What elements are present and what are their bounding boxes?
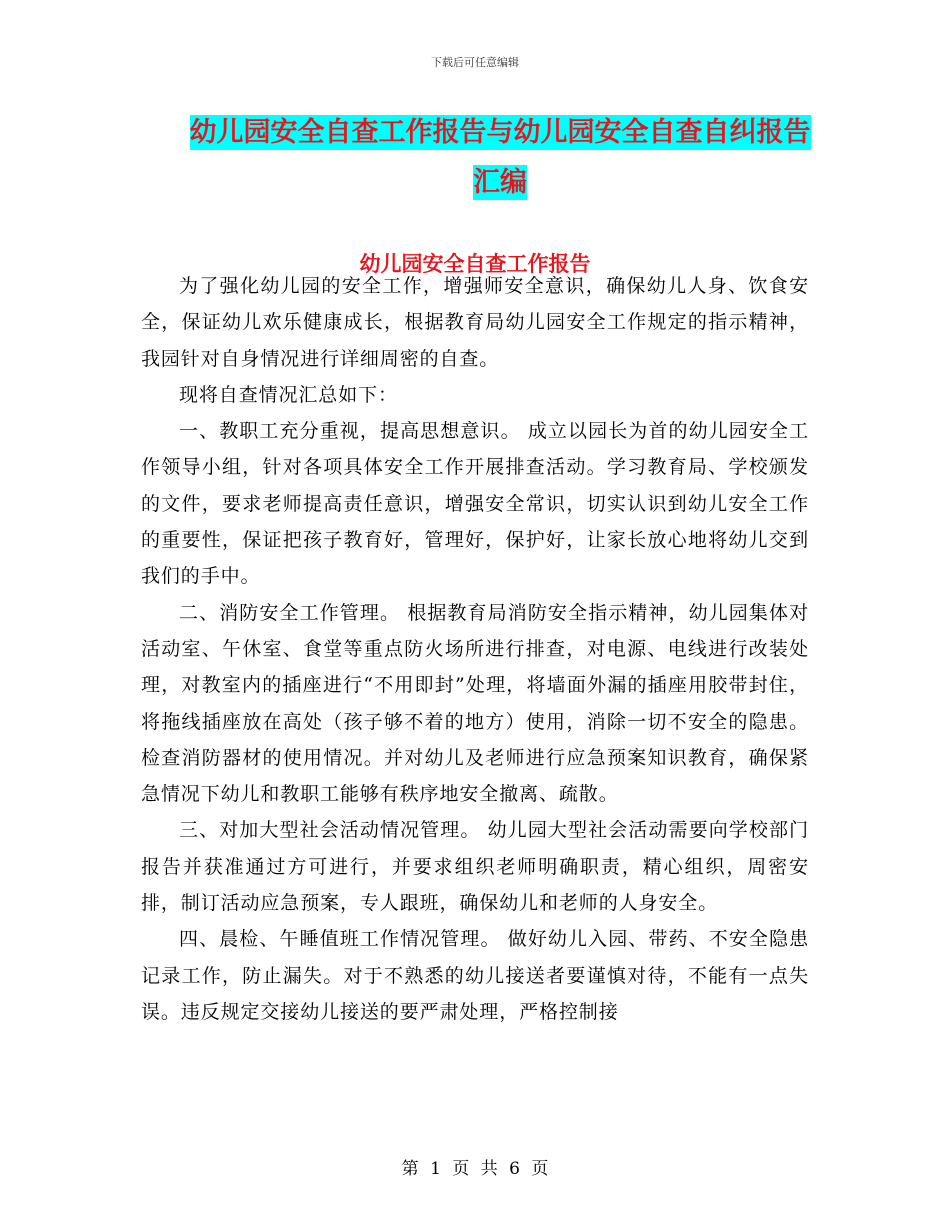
body-text — [141, 268, 809, 1030]
paragraph-item-2: 二、消防安全工作管理。 根据教育局消防安全指示精神，幼儿园集体对活动室、午休室、食堂等重点防火场所进行排查，对电源、电线进行改装处理，对教室内的插座进行“不用即封”处理，将墙面外漏的插座用胶带封住，将拖线插座放在高处（孩子够不着的地方）使用，消除一切不安全的隐患。检查消防器材的使用情况。并对幼儿及老师进行应急预案知识教育，确保紧急情况下幼儿和教职工能够有秩序地安全撤离、疏散。 — [141, 601, 809, 806]
paragraph-intro: 为了强化幼儿园的安全工作，增强师安全意识，确保幼儿人身、饮食安全，保证幼儿欢乐健康成长，根据教育局幼儿园安全工作规定的指示精神，我园针对自身情况进行详细周密的自查。 — [141, 275, 809, 370]
section-title: 幼儿园安全自查工作报告 — [359, 251, 591, 276]
paragraph-item-1: 一、教职工充分重视，提高思想意识。 成立以园长为首的幼儿园安全工作领导小组，针对各项具体安全工作开展排查活动。学习教育局、学校颁发的文件，要求老师提高责任意识，增强安全常识，切实认识到幼儿安全工作的重要性，保证把孩子教育好，管理好，保护好，让家长放心地将幼儿交到我们的手中。 — [141, 420, 809, 588]
page-number: 第 1 页 共 6 页 — [401, 1159, 549, 1179]
document-title-line-2 — [140, 158, 860, 208]
document-title — [140, 108, 860, 208]
title-highlight-1: 幼儿园安全自查工作报告与幼儿园安全自查自纠报告 — [189, 117, 811, 148]
page-header: 下载后可任意编辑 — [431, 56, 519, 69]
title-highlight-2: 汇编 — [473, 167, 527, 198]
document-title-line-1 — [140, 108, 860, 158]
paragraph-summary-lead: 现将自查情况汇总如下： — [179, 383, 398, 406]
paragraph-item-4: 四、晨检、午睡值班工作情况管理。 做好幼儿入园、带药、不安全隐患记录工作，防止漏失。对于不熟悉的幼儿接送者要谨慎对待，不能有一点失误。违反规定交接幼儿接送的要严肃处理，严格控制接 — [141, 928, 809, 1023]
paragraph-item-3: 三、对加大型社会活动情况管理。 幼儿园大型社会活动需要向学校部门报告并获准通过方可进行，并要求组织老师明确职责，精心组织，周密安排，制订活动应急预案，专人跟班，确保幼儿和老师的人身安全。 — [141, 819, 809, 915]
